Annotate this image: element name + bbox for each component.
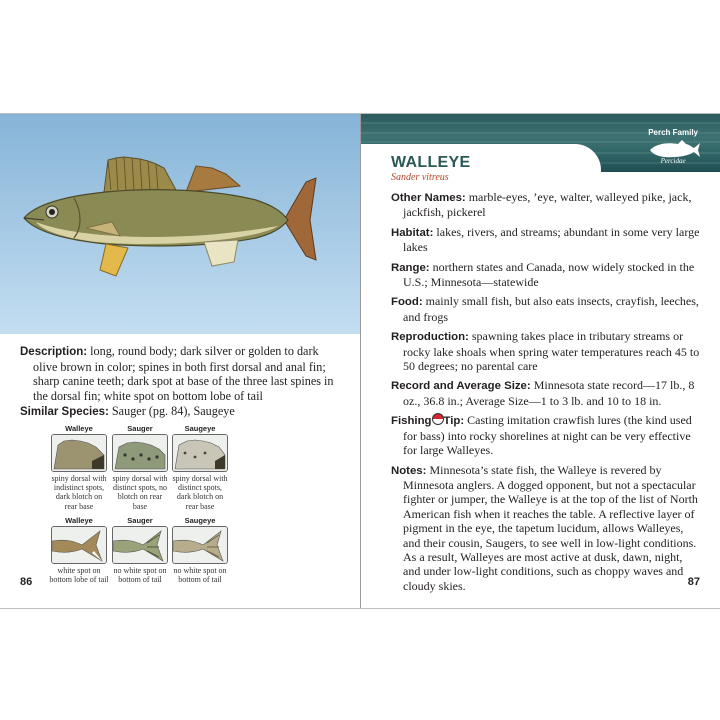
comparison-caption: no white spot on bottom of tail: [173, 566, 227, 585]
fact-text: spawning takes place in tributary streams or rocky lake shoals when spring water temperatures reach 45 to 50 degrees; no parental care: [403, 329, 700, 374]
dorsal-fin-thumbnail: [172, 434, 228, 472]
comparison-caption: spiny dorsal with distinct spots, dark blotch on rear base: [172, 474, 228, 511]
fact-range: [391, 260, 701, 290]
species-title: WALLEYE: [391, 154, 471, 171]
walleye-illustration-panel: [0, 114, 360, 334]
comparison-item: [170, 424, 230, 511]
notes: [391, 463, 701, 594]
tip-text: Casting imitation crawfish lures (the kind used for bass) into rocky shorelines at night can be very effective for large Walleyes.: [403, 413, 692, 458]
tail-thumbnail: [112, 526, 168, 564]
description: [20, 344, 343, 403]
scientific-name: Sander vitreus: [391, 172, 449, 183]
fact-food: [391, 294, 701, 324]
fact-text: northern states and Canada, now widely stocked in the U.S.; Minnesota—statewide: [403, 259, 695, 290]
similar-species-label: Similar Species:: [20, 406, 109, 418]
tail-thumbnail: [172, 526, 228, 564]
comparison-item: [49, 424, 109, 511]
perch-silhouette-icon: [648, 140, 700, 160]
description-text: long, round body; dark silver or golden to dark olive brown in color; spines in both first dorsal and anal fin; sharp canine teeth; dark spot at base of the three last spines in the dorsal fin; white spot on bottom lobe of tail: [33, 344, 334, 403]
fact-label: Habitat:: [391, 226, 434, 239]
tip-label-start: Fishing: [391, 415, 432, 428]
walleye-illustration: [16, 152, 336, 292]
dorsal-fin-thumbnail: [51, 434, 107, 472]
fact-text: Minnesota state record—17 lb., 8 oz., 36.8 in.; Average Size—1 to 3 lb. and 10 to 18 in.: [403, 378, 695, 408]
book-spread: [0, 113, 720, 609]
comparison-name: Saugeye: [184, 424, 216, 433]
fact-other-names: [391, 190, 701, 220]
comparison-name: Sauger: [127, 424, 153, 433]
tail-thumbnail: [51, 526, 107, 564]
comparison-caption: spiny dorsal with distinct spots, no blotch on rear base: [112, 474, 168, 511]
fact-text: marble-eyes, ’eye, walter, walleyed pike, jack, jackfish, pickerel: [403, 190, 692, 220]
page-number-right: 87: [687, 576, 700, 588]
fact-label: Range:: [391, 261, 430, 274]
comparison-caption: spiny dorsal with indistinct spots, dark blotch on rear base: [51, 474, 107, 511]
comparison-name: Saugeye: [184, 516, 216, 525]
comparison-name: Sauger: [127, 516, 153, 525]
fact-text: lakes, rivers, and streams; abundant in some very large lakes: [403, 224, 700, 255]
notes-label: Notes:: [391, 464, 427, 477]
comparison-item: [110, 516, 170, 584]
fact-label: Food:: [391, 296, 423, 309]
family-name: Perch Family: [648, 128, 698, 137]
fact-label: Record and Average Size:: [391, 380, 531, 393]
species-facts: [391, 190, 701, 598]
family-latin: Percidae: [660, 157, 686, 165]
comparison-item: [49, 516, 109, 584]
fishing-tip: [391, 413, 701, 457]
fact-text: mainly small fish, but also eats insects, crayfish, leeches, and frogs: [403, 294, 699, 324]
comparison-name: Walleye: [65, 516, 93, 525]
dorsal-fin-thumbnail: [112, 434, 168, 472]
similar-species-text: Sauger (pg. 84), Saugeye: [111, 404, 235, 418]
notes-text: Minnesota’s state fish, the Walleye is revered by Minnesota anglers. A dogged opponent, but not a spectacular fighter or jumper, the Walleye is at the top of the list of North American fish when it reaches the table. A reflective layer of pigment in the eye, the tapetum lucidum, allows Walleyes, and their cousin, Saugers, to see well in low-light conditions. As a result, Walleyes are most active at dusk, dawn, night, and under low-light conditions, such as choppy waves and cloudy skies.: [403, 462, 698, 593]
description-label: Description:: [20, 346, 88, 358]
page-number-left: 86: [20, 576, 33, 588]
bobber-icon: [432, 413, 444, 425]
fact-label: Reproduction:: [391, 331, 469, 344]
comparison-name: Walleye: [65, 424, 93, 433]
fact-record-size: [391, 378, 701, 408]
left-page: [0, 114, 360, 608]
right-page: [361, 114, 720, 608]
comparison-caption: no white spot on bottom of tail: [113, 566, 167, 585]
comparison-caption: white spot on bottom lobe of tail: [49, 566, 109, 585]
fact-reproduction: [391, 329, 701, 373]
family-badge: [648, 128, 698, 165]
fact-habitat: [391, 225, 701, 255]
comparison-item: [170, 516, 230, 584]
fact-label: Other Names:: [391, 192, 466, 204]
tip-label-end: Tip:: [443, 415, 465, 428]
similar-species: [20, 404, 235, 419]
comparison-item: [110, 424, 170, 511]
